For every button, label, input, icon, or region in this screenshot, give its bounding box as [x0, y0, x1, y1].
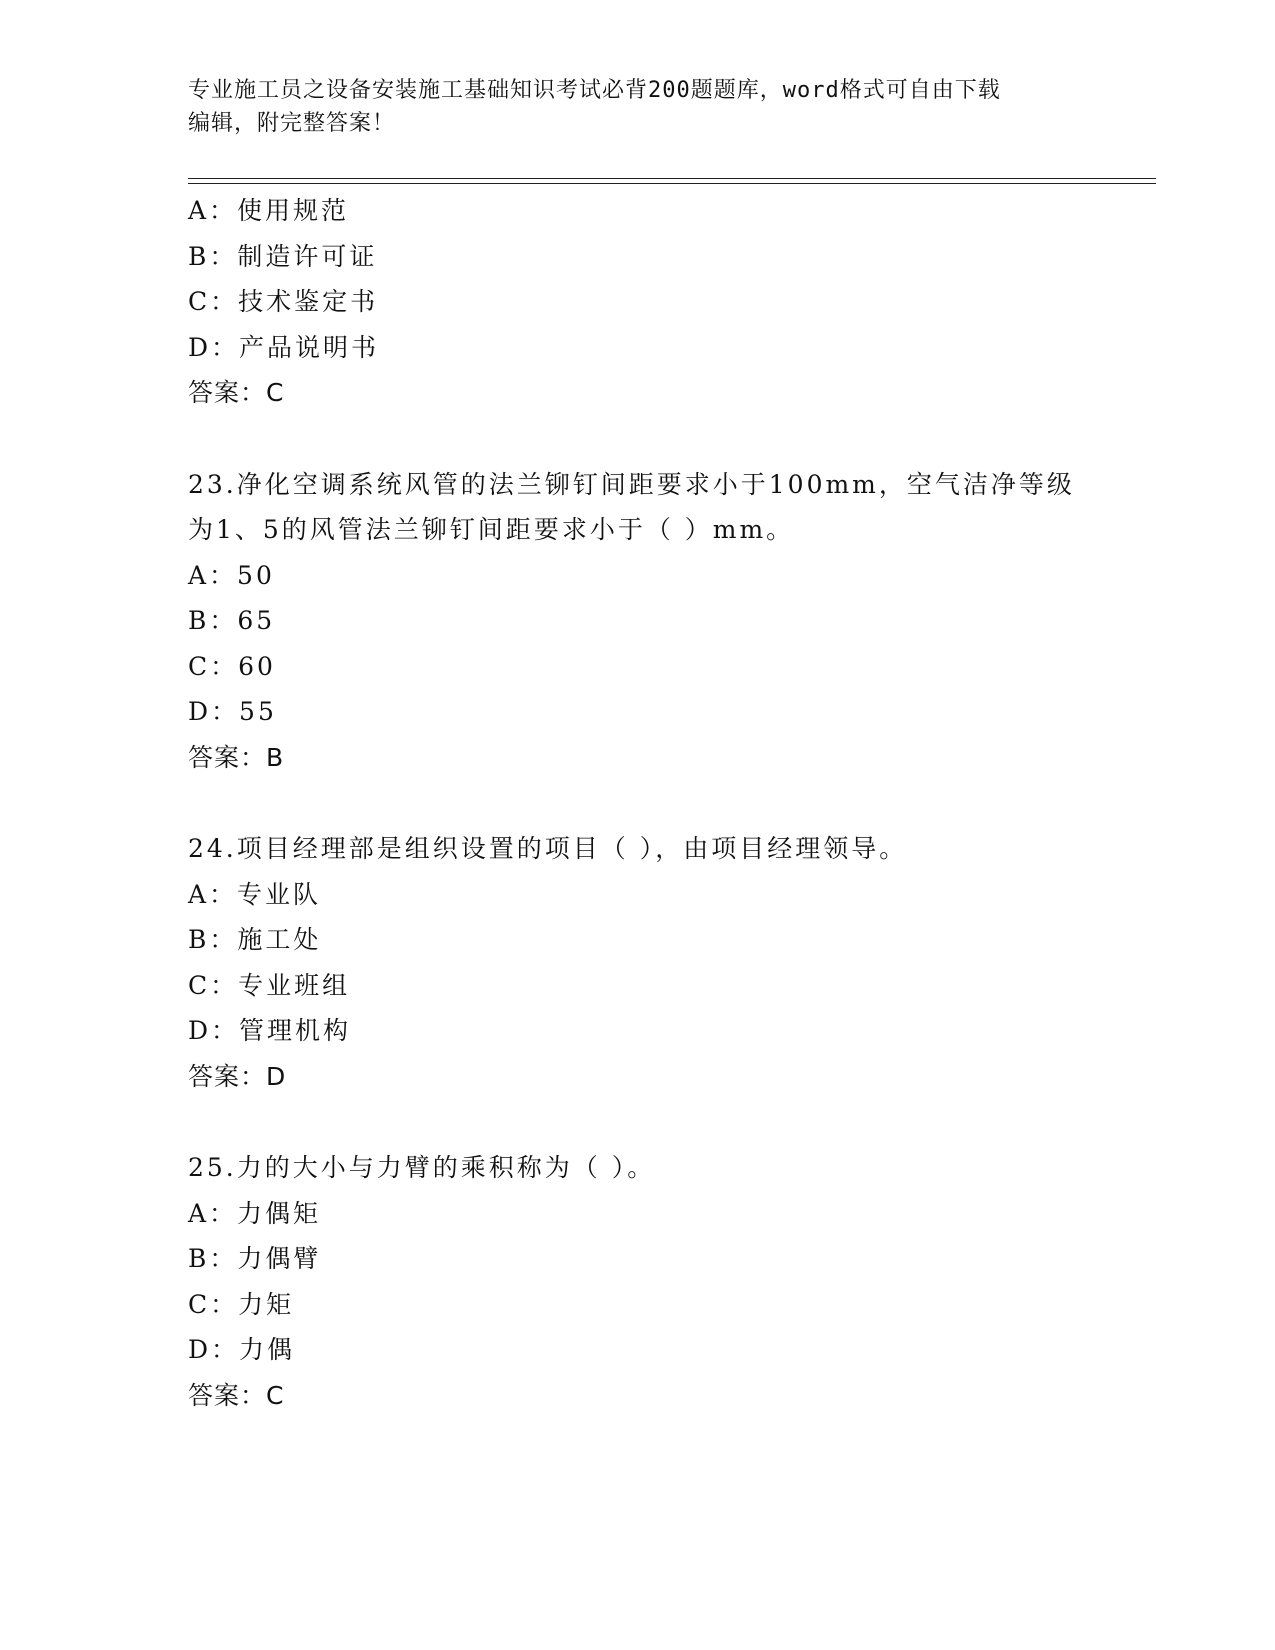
header-divider-bottom [188, 183, 1156, 184]
option-d: D：55 [188, 697, 277, 726]
question-22 [188, 188, 1148, 416]
question-stem-line-2: 为1、5的风管法兰铆钉间距要求小于（ ）mm。 [188, 515, 795, 544]
option-b: B：制造许可证 [188, 241, 378, 271]
question-stem-line-1: 24.项目经理部是组织设置的项目（ ），由项目经理领导。 [188, 834, 908, 863]
answer-line: 答案：C [188, 1380, 285, 1410]
option-a: A：专业队 [188, 879, 322, 909]
question-stem-line-1: 23.净化空调系统风管的法兰铆钉间距要求小于100mm，空气洁净等级 [188, 469, 1075, 499]
option-a: A：使用规范 [188, 196, 350, 225]
question-24 [188, 826, 1148, 1099]
option-b: B：施工处 [188, 925, 322, 954]
header-title-line-1: 专业施工员之设备安装施工基础知识考试必背200题题库，word格式可自由下载 [188, 78, 1001, 103]
option-d: D：管理机构 [188, 1016, 352, 1045]
option-b: B：力偶臂 [188, 1244, 322, 1273]
spacer [188, 780, 1148, 826]
answer-line: 答案：C [188, 378, 285, 407]
header-divider-top [188, 178, 1156, 179]
option-a: A：50 [188, 560, 275, 590]
option-c: C：60 [188, 651, 276, 681]
option-d: D：产品说明书 [188, 332, 380, 362]
spacer [188, 416, 1148, 462]
question-stem-line-1: 25.力的大小与力臂的乘积称为（ ）。 [188, 1153, 656, 1182]
answer-line: 答案：D [188, 1061, 287, 1091]
question-25 [188, 1145, 1148, 1418]
option-d: D：力偶 [188, 1335, 296, 1364]
question-23 [188, 462, 1148, 781]
question-list [188, 188, 1148, 1418]
option-b: B：65 [188, 606, 276, 635]
option-c: C：专业班组 [188, 970, 351, 1000]
spacer [188, 1099, 1148, 1145]
header-title-line-2: 编辑，附完整答案！ [188, 111, 396, 136]
option-c: C：力矩 [188, 1289, 295, 1319]
option-a: A：力偶矩 [188, 1198, 322, 1228]
document-header [188, 74, 1078, 140]
option-c: C：技术鉴定书 [188, 287, 379, 316]
answer-line: 答案：B [188, 742, 285, 772]
